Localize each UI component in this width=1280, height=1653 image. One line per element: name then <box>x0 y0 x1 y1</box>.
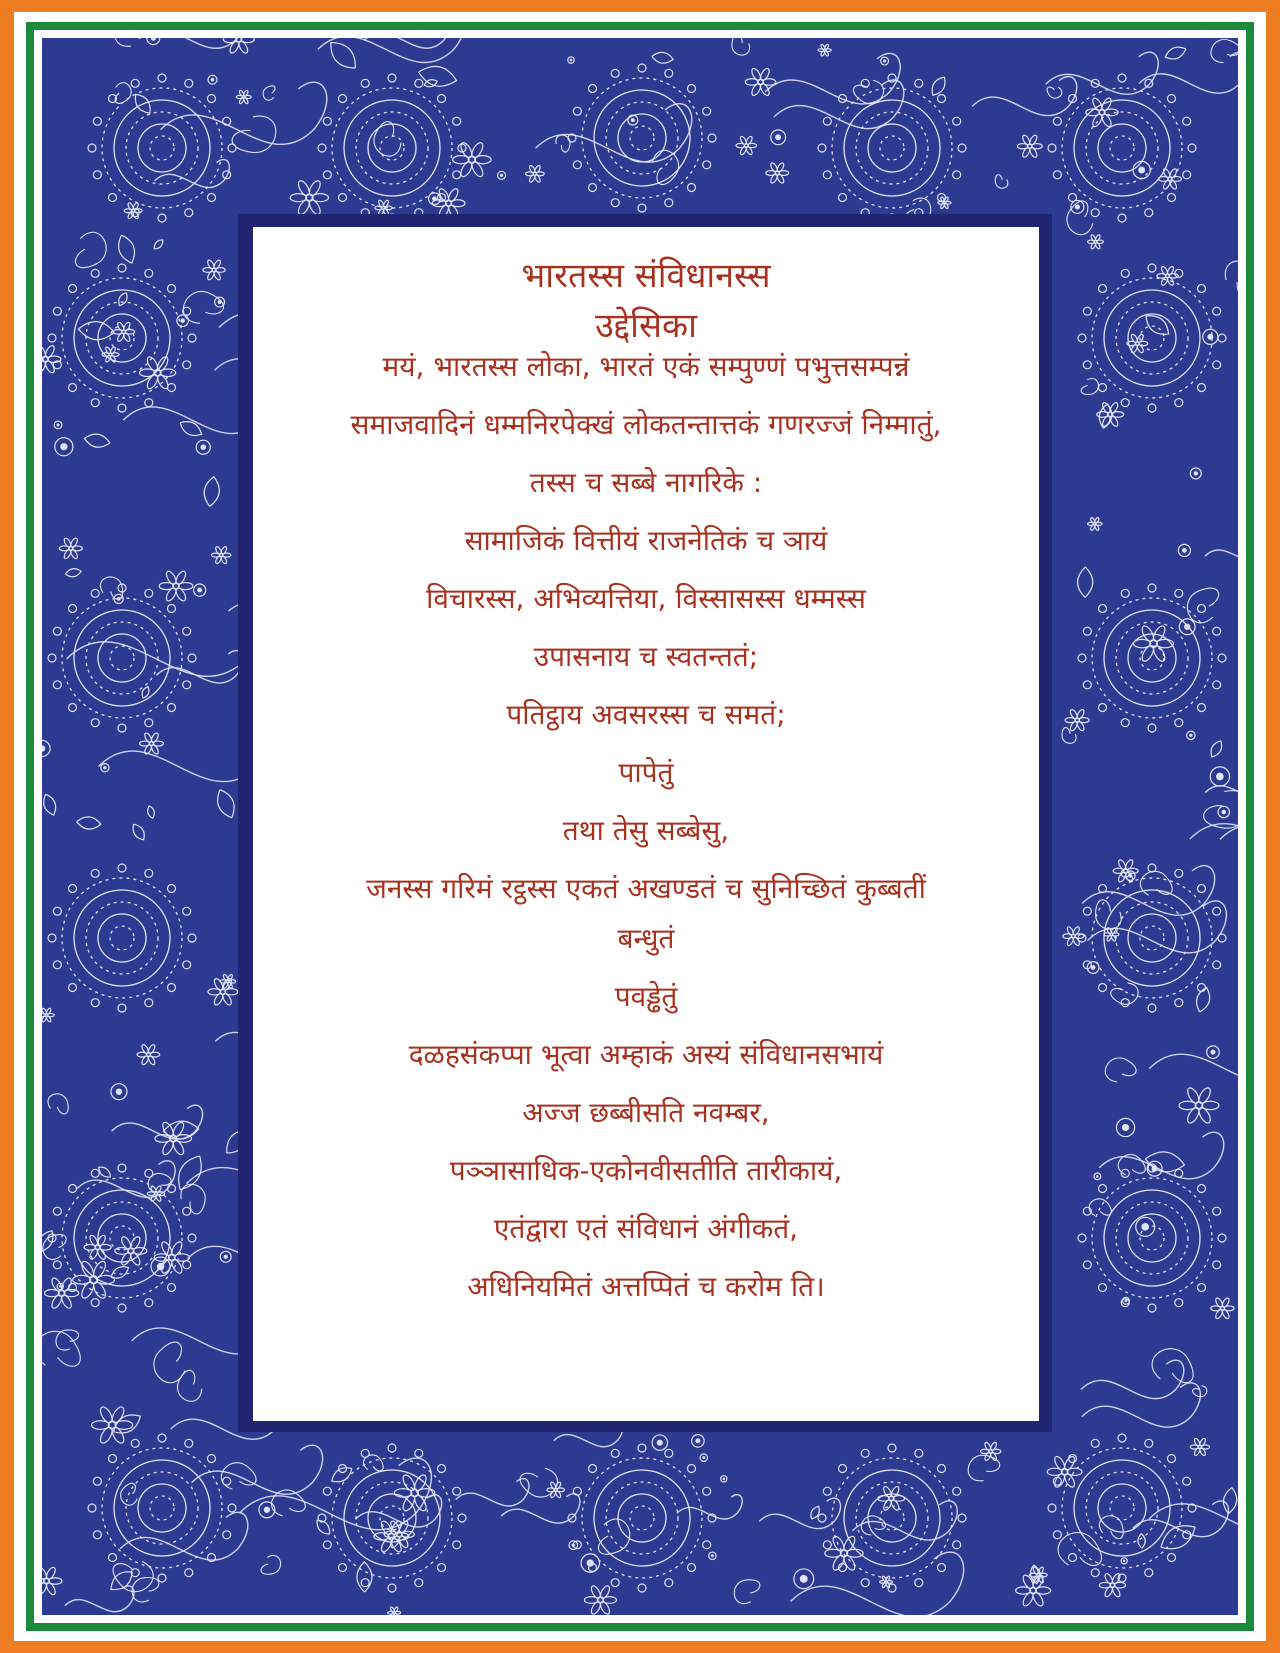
preamble-line: अज्ज छब्बीसति नवम्बर, <box>522 1096 770 1129</box>
preamble-line: तथा तेसु सब्बेसु, <box>562 814 730 847</box>
preamble-panel <box>253 227 1039 1421</box>
document-title-line1: भारतस्स संविधानस्स <box>521 256 771 296</box>
preamble-line: दळहसंकप्पा भूत्वा अम्हाकं अस्यं संविधानसभायं <box>408 1038 884 1071</box>
preamble-line: सामाजिकं वित्तीयं राजनेतिकं च ञायं <box>464 524 828 557</box>
preamble-line: पापेतुं <box>618 756 674 789</box>
preamble-line: जनस्स गरिमं रट्ठस्स एकतं अखण्डतं च सुनिच्छितं कुब्बतीं <box>366 872 926 905</box>
preamble-line: एतंद्वारा एतं संविधानं अंगीकतं, <box>493 1212 799 1245</box>
preamble-line: विचारस्स, अभिव्यत्तिया, विस्सासस्स धम्मस्स <box>426 582 866 615</box>
preamble-line: समाजवादिनं धम्मनिरपेक्खं लोकतन्तात्तकं गणरज्जं निम्मातुं, <box>350 408 942 441</box>
preamble-line: पतिट्ठाय अवसरस्स च समतं; <box>506 698 786 731</box>
document-title-line2: उद्देसिका <box>595 306 697 346</box>
preamble-line: पञ्ञासाधिक-एकोनवीसतीति तारीकायं, <box>449 1154 843 1187</box>
preamble-line: पवड्ढेतुं <box>614 980 678 1013</box>
preamble-line: अधिनियमितं अत्तप्पितं च करोम ति। <box>467 1270 825 1303</box>
preamble-line: बन्धुतं <box>617 922 675 955</box>
preamble-line: मयं, भारतस्स लोका, भारतं एकं सम्पुण्णं पभुत्तसम्पन्नं <box>382 350 910 383</box>
preamble-line: उपासनाय च स्वतन्ततं; <box>533 640 759 673</box>
preamble-line: तस्स च सब्बे नागरिके : <box>529 466 763 499</box>
